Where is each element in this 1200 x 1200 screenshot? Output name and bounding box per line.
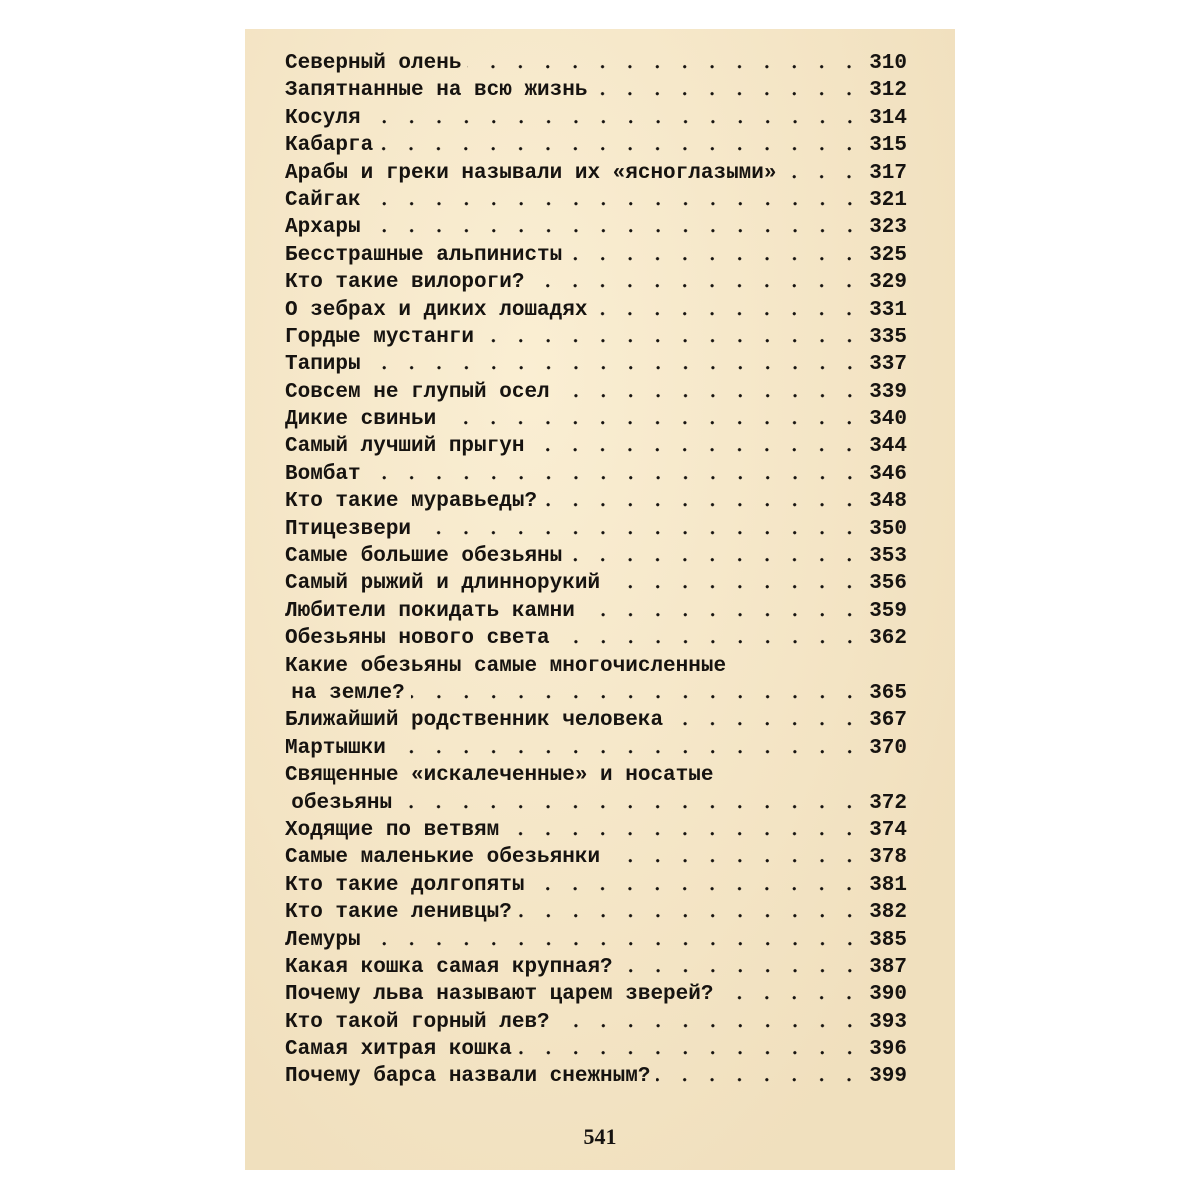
toc-entry-title: Самый лучший прыгун (285, 435, 525, 459)
toc-entry (285, 817, 907, 844)
toc-entry-page-number: 390 (869, 983, 907, 1007)
toc-entry (285, 981, 907, 1008)
toc-entry-page-number: 396 (869, 1038, 907, 1062)
dot-leader (367, 461, 864, 488)
toc-entry (285, 77, 907, 104)
toc-entry (285, 406, 907, 433)
toc-entry-page-number: 367 (869, 709, 907, 733)
toc-entry-title: Обезьяны нового света (285, 627, 550, 651)
toc-entry-page-number: 378 (869, 846, 907, 870)
toc-entry-title: Кто такие долгопяты (285, 873, 525, 897)
toc-entry (285, 1009, 907, 1036)
dot-leader (593, 77, 863, 104)
toc-entry-page-number: 314 (869, 106, 907, 130)
dot-leader (619, 954, 864, 981)
toc-entry-title: Кто такие вилороги? (285, 271, 525, 295)
toc-line (285, 488, 907, 515)
toc-line (285, 105, 907, 132)
toc-line (285, 379, 907, 406)
toc-entry-title: Мартышки (285, 736, 386, 760)
toc-line (285, 899, 907, 926)
toc-entry-title: Бесстрашные альпинисты (285, 243, 563, 267)
toc-entry-page-number: 344 (869, 435, 907, 459)
toc-line (285, 297, 907, 324)
toc-line (285, 214, 907, 241)
toc-entry-title: Ближайший родственник человека (285, 709, 664, 733)
toc-entry (285, 1063, 907, 1090)
toc-entry-title: О зебрах и диких лошадях (285, 298, 588, 322)
dot-leader (543, 488, 863, 515)
toc-line (285, 570, 907, 597)
toc-line (285, 927, 907, 954)
dot-leader (367, 187, 864, 214)
toc-entry (285, 844, 907, 871)
toc-entry-page-number: 329 (869, 271, 907, 295)
dot-leader (367, 927, 864, 954)
toc-entry (285, 297, 907, 324)
toc-entry-page-number: 317 (869, 161, 907, 185)
toc-entry (285, 762, 907, 817)
toc-line (285, 406, 907, 433)
toc-entry-page-number: 382 (869, 901, 907, 925)
dot-leader (556, 1009, 864, 1036)
toc-line (285, 516, 907, 543)
toc-line (285, 653, 907, 680)
toc-entry-title: Почему барса назвали снежным? (285, 1065, 651, 1089)
toc-entry-title: Косуля (285, 106, 361, 130)
toc-entry (285, 488, 907, 515)
dot-leader (518, 899, 863, 926)
toc-entry-page-number: 362 (869, 627, 907, 651)
dot-leader (411, 680, 863, 707)
toc-entry-page-number: 339 (869, 380, 907, 404)
book-page (245, 29, 955, 1170)
toc-entry-title: Ходящие по ветвям (285, 818, 500, 842)
toc-entry (285, 516, 907, 543)
toc-entry (285, 927, 907, 954)
dot-leader (556, 379, 864, 406)
dot-leader (442, 406, 863, 433)
toc-entry (285, 242, 907, 269)
toc-entry (285, 214, 907, 241)
toc-entry (285, 269, 907, 296)
toc-entry-title: Кто такие ленивцы? (285, 901, 512, 925)
toc-entry-page-number: 359 (869, 599, 907, 623)
toc-line (285, 707, 907, 734)
toc-entry-page-number: 350 (869, 517, 907, 541)
toc-entry-page-number: 348 (869, 490, 907, 514)
toc-entry-title-continuation: обезьяны (291, 791, 393, 815)
toc-entry-page-number: 399 (869, 1065, 907, 1089)
dot-leader (656, 1063, 863, 1090)
toc-entry-title: Самый рыжий и длиннорукий (285, 572, 601, 596)
toc-line (285, 269, 907, 296)
toc-entry-title: Запятнанные на всю жизнь (285, 79, 588, 103)
toc-line (285, 981, 907, 1008)
toc-entry-page-number: 356 (869, 572, 907, 596)
dot-leader (581, 598, 863, 625)
dot-leader (568, 242, 863, 269)
toc-entry (285, 461, 907, 488)
toc-entry-page-number: 372 (869, 791, 907, 815)
toc-entry (285, 954, 907, 981)
toc-entry-page-number: 381 (869, 873, 907, 897)
toc-line (285, 1036, 907, 1063)
toc-entry-page-number: 374 (869, 818, 907, 842)
toc-line (285, 817, 907, 844)
toc-entry-title: Самая хитрая кошка (285, 1038, 512, 1062)
toc-entry-title: Тапиры (285, 353, 361, 377)
toc-entry-title: Дикие свиньи (285, 408, 437, 432)
toc-entry-title: Какая кошка самая крупная? (285, 955, 613, 979)
toc-entry (285, 433, 907, 460)
toc-entry-title: Арабы и греки называли их «ясноглазыми» (285, 161, 777, 185)
dot-leader (467, 50, 863, 77)
toc-entry-title: Самые маленькие обезьянки (285, 846, 601, 870)
toc-line (285, 954, 907, 981)
toc-line (285, 625, 907, 652)
toc-entry-title-continuation: на земле? (291, 681, 405, 705)
table-of-contents (285, 50, 907, 1091)
toc-entry (285, 625, 907, 652)
toc-entry-page-number: 353 (869, 545, 907, 569)
toc-entry (285, 653, 907, 708)
toc-entry-title: Сайгак (285, 188, 361, 212)
dot-leader (367, 214, 864, 241)
toc-entry (285, 872, 907, 899)
toc-entry-page-number: 370 (869, 736, 907, 760)
toc-line (285, 461, 907, 488)
dot-leader (530, 872, 863, 899)
toc-entry-title: Кабарга (285, 134, 374, 158)
dot-leader (379, 132, 863, 159)
dot-leader (719, 981, 863, 1008)
toc-entry-title: Любители покидать камни (285, 599, 575, 623)
toc-line (285, 132, 907, 159)
dot-leader (398, 790, 863, 817)
toc-line (285, 844, 907, 871)
toc-entry-title: Какие обезьяны самые многочисленные (285, 654, 727, 678)
toc-line (285, 1063, 907, 1090)
toc-line (285, 242, 907, 269)
dot-leader (518, 1036, 863, 1063)
toc-entry-title: Кто такие муравьеды? (285, 490, 538, 514)
toc-entry (285, 1036, 907, 1063)
toc-entry-page-number: 387 (869, 955, 907, 979)
toc-entry-title: Архары (285, 216, 361, 240)
toc-line (285, 762, 907, 789)
toc-entry (285, 543, 907, 570)
dot-leader (606, 570, 863, 597)
toc-entry-page-number: 385 (869, 928, 907, 952)
toc-entry-title: Вомбат (285, 462, 361, 486)
toc-line (285, 872, 907, 899)
toc-line (285, 160, 907, 187)
toc-entry-page-number: 337 (869, 353, 907, 377)
dot-leader (669, 707, 863, 734)
toc-entry (285, 379, 907, 406)
dot-leader (556, 625, 864, 652)
toc-entry-page-number: 323 (869, 216, 907, 240)
toc-entry-title: Совсем не глупый осел (285, 380, 550, 404)
toc-entry (285, 735, 907, 762)
toc-entry-title: Гордые мустанги (285, 325, 475, 349)
toc-entry (285, 570, 907, 597)
toc-line (285, 790, 907, 817)
toc-line (285, 50, 907, 77)
toc-line (285, 351, 907, 378)
toc-entry (285, 707, 907, 734)
toc-entry (285, 105, 907, 132)
toc-entry (285, 187, 907, 214)
toc-entry-title: Птицезвери (285, 517, 412, 541)
toc-entry-page-number: 335 (869, 325, 907, 349)
toc-entry-title: Северный олень (285, 52, 462, 75)
toc-entry-page-number: 393 (869, 1010, 907, 1034)
toc-entry (285, 351, 907, 378)
toc-entry-title: Почему льва называют царем зверей? (285, 983, 714, 1007)
toc-line (285, 324, 907, 351)
dot-leader (505, 817, 863, 844)
toc-entry-page-number: 331 (869, 298, 907, 322)
toc-entry (285, 50, 907, 77)
toc-entry-page-number: 321 (869, 188, 907, 212)
toc-line (285, 1009, 907, 1036)
toc-entry (285, 160, 907, 187)
toc-entry (285, 899, 907, 926)
toc-entry-page-number: 310 (869, 52, 907, 75)
toc-line (285, 735, 907, 762)
toc-line (285, 77, 907, 104)
toc-line (285, 187, 907, 214)
dot-leader (530, 269, 863, 296)
dot-leader (606, 844, 863, 871)
toc-entry-title: Самые большие обезьяны (285, 545, 563, 569)
toc-entry (285, 598, 907, 625)
dot-leader (392, 735, 863, 762)
toc-line (285, 543, 907, 570)
dot-leader (367, 105, 864, 132)
dot-leader (367, 351, 864, 378)
toc-entry-title: Лемуры (285, 928, 361, 952)
dot-leader (568, 543, 863, 570)
dot-leader (782, 160, 863, 187)
toc-entry (285, 132, 907, 159)
toc-line (285, 680, 907, 707)
toc-entry-title: Священные «искалеченные» и носатые (285, 764, 714, 788)
toc-entry-page-number: 312 (869, 79, 907, 103)
toc-entry-title: Кто такой горный лев? (285, 1010, 550, 1034)
toc-entry-page-number: 315 (869, 134, 907, 158)
dot-leader (593, 297, 863, 324)
toc-entry (285, 324, 907, 351)
toc-entry-page-number: 325 (869, 243, 907, 267)
toc-entry-page-number: 365 (869, 681, 907, 705)
dot-leader (480, 324, 863, 351)
dot-leader (417, 516, 863, 543)
toc-entry-page-number: 346 (869, 462, 907, 486)
toc-entry-page-number: 340 (869, 408, 907, 432)
page-number: 541 (583, 1124, 617, 1149)
toc-line (285, 598, 907, 625)
dot-leader (530, 433, 863, 460)
toc-line (285, 433, 907, 460)
